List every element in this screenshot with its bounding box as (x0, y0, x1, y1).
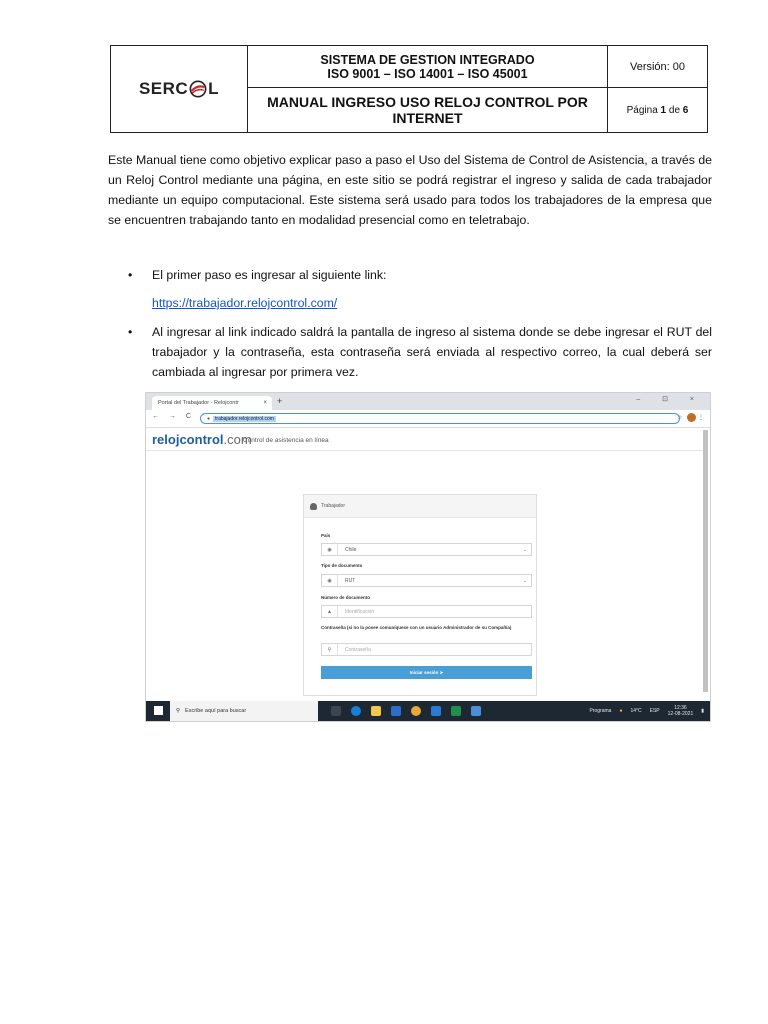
logo-text-right: L (208, 79, 220, 98)
url-input[interactable] (200, 413, 680, 424)
doc-number-label: Número de documento (321, 595, 371, 600)
document-type-select[interactable] (321, 574, 532, 587)
browser-action-icons[interactable]: ☆ ⋮ (677, 413, 704, 422)
clock[interactable] (668, 705, 694, 717)
panel-header (304, 495, 536, 518)
clock-time: 12:36 (674, 705, 687, 711)
file-explorer-icon[interactable] (371, 706, 381, 716)
taskbar-search-placeholder: Escribe aquí para buscar (185, 708, 247, 714)
document-number-input[interactable] (321, 605, 532, 618)
document-number-placeholder: Identificación (345, 608, 375, 615)
weather-icon: ● (619, 708, 623, 714)
window-controls[interactable]: – ⊡ × (636, 396, 704, 403)
browser-tab[interactable] (152, 396, 272, 410)
windows-taskbar (146, 701, 710, 721)
document-header-table (110, 45, 708, 133)
taskbar-app-label[interactable]: Programa (589, 708, 612, 714)
system-tray (589, 705, 704, 717)
page-label: Página (626, 104, 658, 116)
system-title-line2: ISO 9001 – ISO 14001 – ISO 45001 (327, 66, 528, 81)
globe-icon: ◉ (322, 575, 338, 586)
login-button[interactable] (321, 666, 532, 679)
nav-buttons[interactable]: ← → C (152, 413, 195, 420)
clock-date: 12-08-2021 (667, 711, 694, 717)
brand-bold: relojcontrol (152, 432, 224, 447)
chrome-icon[interactable] (411, 706, 421, 716)
address-bar-row (146, 410, 710, 428)
bullet-text: El primer paso es ingresar al siguiente link: (152, 268, 387, 282)
site-subtitle: Control de asistencia en línea (243, 437, 329, 444)
page-of-label: de (668, 104, 681, 116)
windows-start-icon[interactable] (154, 706, 163, 715)
key-icon: ⚲ (322, 644, 338, 655)
chevron-down-icon: ⌄ (522, 577, 527, 584)
task-view-icon[interactable] (331, 706, 341, 716)
site-header (146, 428, 706, 451)
intro-paragraph: Este Manual tiene como objetivo explicar paso a paso el Uso del Sistema de Control de Asistencia, a través de un Reloj Control mediante una página, en este sitio se podrá registrar el ingreso y salida de cada trabajador mediante un equipo computacional. Este sistema será usado para todos los trabajadores de la empresa que se encuentren trabajando tanto en modalidad presencial como en teletrabajo. (108, 153, 712, 227)
country-select[interactable] (321, 543, 532, 556)
doc-type-label: Tipo de documento (321, 563, 363, 568)
page-current: 1 (660, 104, 667, 116)
new-tab-icon[interactable]: + (277, 396, 283, 406)
lock-icon: ● (207, 415, 211, 422)
manual-title: MANUAL INGRESO USO RELOJ CONTROL POR INTERNET (267, 94, 588, 126)
version-label: Versión: (629, 60, 670, 73)
chevron-down-icon: ⌄ (522, 546, 527, 553)
sun-logo-icon (189, 80, 207, 98)
bullet-text: Al ingresar al link indicado saldrá la pantalla de ingreso al sistema donde se debe ingresar el RUT del trabajador y la contraseña, esta contraseña será enviada al respectivo correo, la cual deberá ser cambiada al ingresar por primera vez. (152, 325, 712, 379)
app-icon[interactable] (471, 706, 481, 716)
search-icon: ⚲ (176, 708, 181, 714)
taskbar-search[interactable] (170, 701, 318, 721)
page-total: 6 (682, 104, 689, 116)
browser-tab-bar (146, 393, 710, 410)
ie-icon[interactable] (391, 706, 401, 716)
logo-text-left: SERC (138, 79, 189, 98)
bullet-item-step-1 (128, 265, 712, 285)
trabajador-link[interactable]: https://trabajador.relojcontrol.com/ (152, 296, 338, 310)
brand-thin: .com (223, 432, 252, 447)
company-logo (111, 46, 248, 132)
close-tab-icon[interactable]: × (263, 400, 267, 406)
bullet-dot: • (128, 268, 133, 282)
panel-title: Trabajador (321, 503, 345, 509)
edge-icon[interactable] (351, 706, 361, 716)
country-label: País (321, 533, 331, 538)
country-value: Chile (345, 546, 357, 553)
site-brand[interactable] (152, 432, 252, 447)
login-button-label: Iniciar sesión (409, 670, 439, 675)
bullet-dot: • (128, 325, 133, 339)
login-panel (303, 494, 537, 696)
password-input[interactable] (321, 643, 532, 656)
system-title-line1: SISTEMA DE GESTION INTEGRADO (320, 52, 535, 67)
globe-icon: ◉ (322, 544, 338, 555)
manual-title-cell (248, 88, 608, 132)
scrollbar[interactable] (703, 430, 708, 692)
profile-avatar[interactable] (687, 413, 696, 422)
login-screenshot (145, 392, 711, 722)
version-cell (608, 46, 707, 88)
password-placeholder: Contraseña (345, 646, 371, 653)
url-text: trabajador.relojcontrol.com (215, 415, 274, 422)
tab-title: Portal del Trabajador - Relojcontr (158, 400, 239, 406)
sign-in-icon: ➤ (439, 669, 444, 675)
user-icon: ▲ (322, 606, 338, 617)
notification-icon[interactable]: ▮ (701, 708, 704, 714)
logo-wordmark (139, 79, 219, 99)
language-indicator[interactable]: ESP (649, 708, 660, 714)
password-label: Contraseña (si no la posee comuníquese con un usuario Administrador de su Compañía) (321, 625, 512, 630)
user-icon (310, 503, 317, 510)
excel-icon[interactable] (451, 706, 461, 716)
version-value: 00 (672, 60, 686, 73)
weather-temp[interactable]: 14°C (630, 708, 642, 714)
document-type-value: RUT (345, 577, 356, 584)
page-number-cell (608, 88, 707, 132)
bullet-item-step-2 (128, 322, 712, 382)
outlook-icon[interactable] (431, 706, 441, 716)
system-title-cell (248, 46, 608, 88)
